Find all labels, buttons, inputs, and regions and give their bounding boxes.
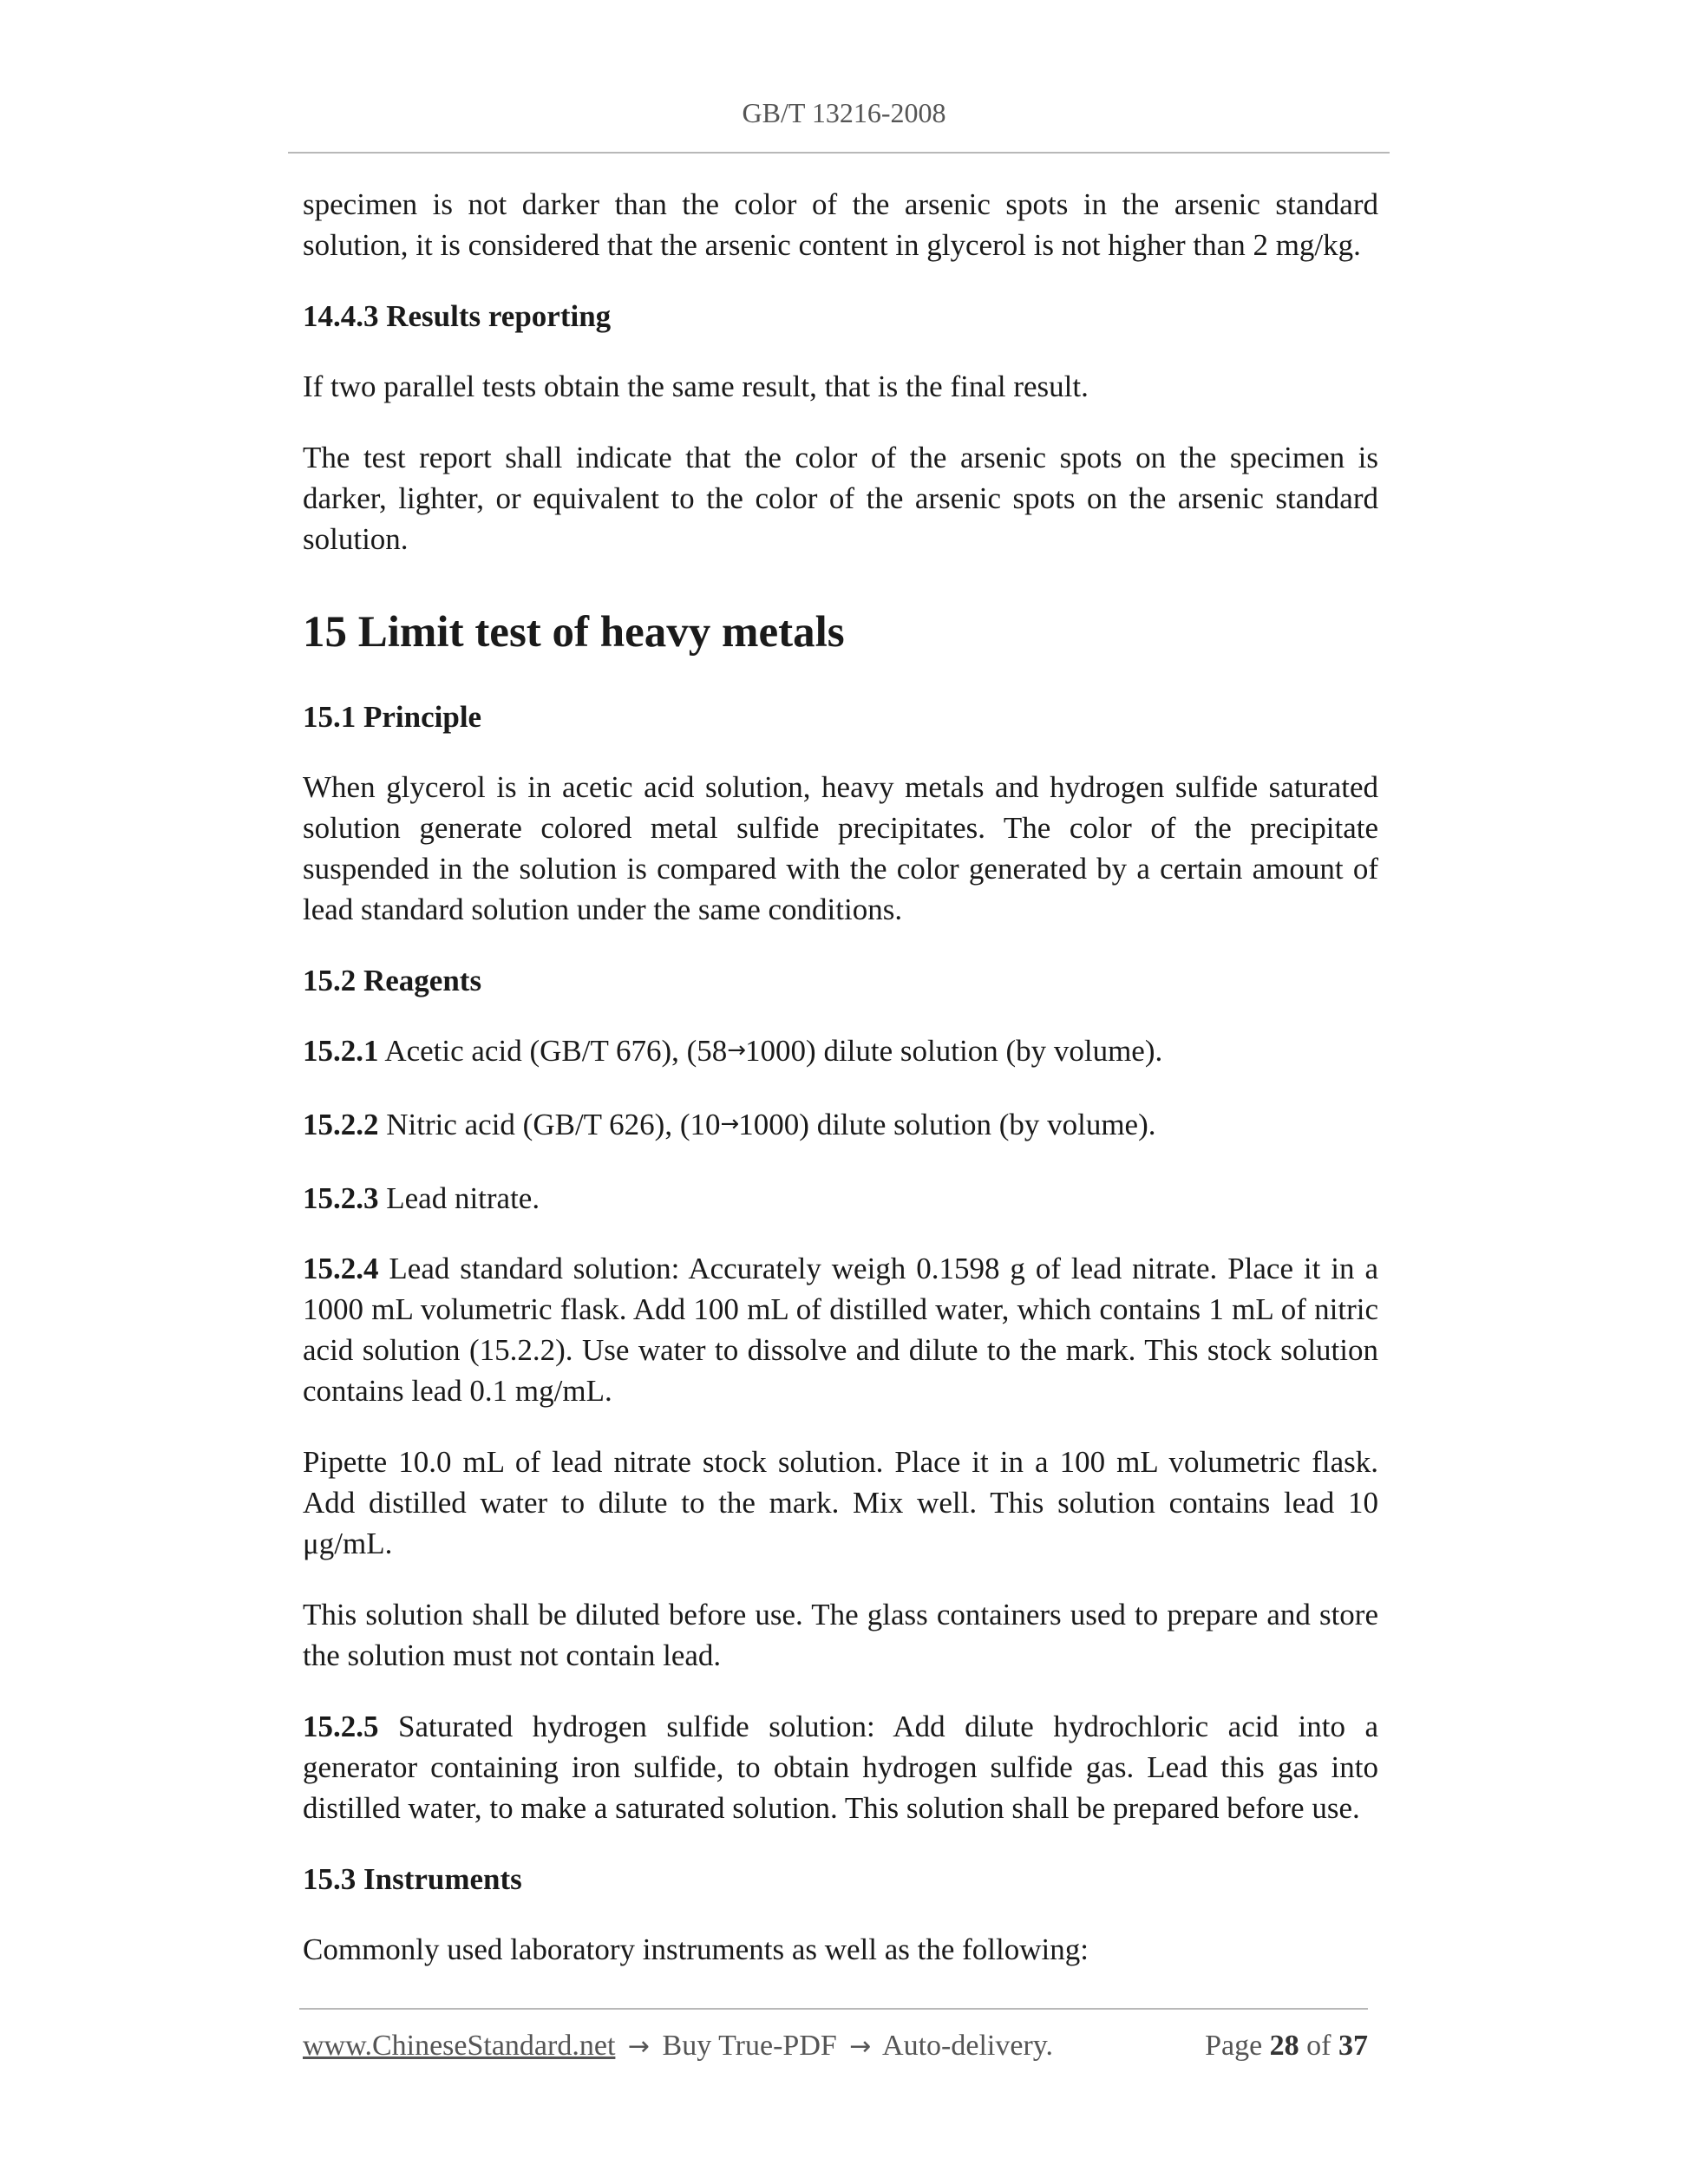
reagent-15-2-3 (303, 1178, 1378, 1219)
reagent-text: Lead nitrate. (378, 1181, 540, 1215)
heading-15-2: 15.2 Reagents (303, 964, 482, 997)
reagent-text: Saturated hydrogen sulfide solution: Add dilute hydrochloric acid into a generator containing iron sulfide, to obtain hydrogen sulfide gas. Lead this gas into distilled water, to make a saturated solution. This solution shall be prepared before use. (303, 1710, 1378, 1825)
intro-paragraph: specimen is not darker than the color of the arsenic spots in the arsenic standard solution, it is considered that the arsenic content in glycerol is not higher than 2 mg/kg. (303, 187, 1378, 262)
website-link[interactable]: www.ChineseStandard.net (303, 2030, 616, 2062)
reagent-text: Lead standard solution: Accurately weigh 0.1598 g of lead nitrate. Place it in a 1000 mL volumetric flask. Add 100 mL of distilled water, which contains 1 mL of nitric acid solution (15.2.2). Use water to dissolve and dilute to the mark. This stock solution contains lead 0.1 mg/mL. (303, 1252, 1378, 1408)
reagent-text-pre: Acetic acid (GB/T 676), (58 (378, 1034, 728, 1068)
footer-divider (299, 2008, 1368, 2010)
reagent-15-2-4 (303, 1248, 1378, 1411)
auto-delivery-text: Auto-delivery. (882, 2030, 1054, 2062)
page-number (1205, 2030, 1368, 2063)
clause-number: 15.2.1 (303, 1034, 379, 1068)
page-current: 28 (1269, 2030, 1299, 2062)
arrow-right-icon: → (849, 2031, 872, 2062)
clause-number: 15.2.5 (303, 1710, 379, 1743)
section-15-title: 15 Limit test of heavy metals (303, 608, 845, 657)
arrow-right-icon: → (627, 2031, 651, 2062)
clause-number: 15.2.4 (303, 1252, 379, 1285)
footer-promo (303, 2030, 1053, 2063)
header-divider (288, 152, 1390, 154)
heading-15-1: 15.1 Principle (303, 700, 482, 734)
reagent-text-post: 1000) dilute solution (by volume). (745, 1034, 1163, 1068)
buy-pdf-text: Buy True-PDF (662, 2030, 837, 2062)
heading-15-3: 15.3 Instruments (303, 1862, 522, 1896)
page-footer (303, 2030, 1368, 2071)
page-label: Page (1205, 2030, 1263, 2062)
ratio-arrow-icon: → (727, 1037, 746, 1063)
clause-number: 15.2.3 (303, 1181, 379, 1215)
reagent-15-2-1 (303, 1030, 1378, 1075)
reagent-15-2-2 (303, 1104, 1378, 1148)
ratio-arrow-icon: → (720, 1111, 739, 1137)
document-header-title: GB/T 13216-2008 (742, 97, 946, 128)
pipette-paragraph: Pipette 10.0 mL of lead nitrate stock solution. Place it in a 100 mL volumetric flask. Add distilled water to dilute to the mark. Mix well. This solution contains lead 10 μg/mL. (303, 1445, 1378, 1560)
reagent-text-post: 1000) dilute solution (by volume). (738, 1108, 1156, 1141)
page-total: 37 (1338, 2030, 1368, 2062)
principle-paragraph: When glycerol is in acetic acid solution, heavy metals and hydrogen sulfide saturated solution generate colored metal sulfide precipitates. The color of the precipitate suspended in the solution is compared with the color generated by a certain amount of lead standard solution under the same conditions. (303, 770, 1378, 926)
results-paragraph-2: The test report shall indicate that the color of the arsenic spots on the specimen is darker, lighter, or equivalent to the color of the arsenic spots on the arsenic standard solution. (303, 441, 1378, 556)
reagent-text-pre: Nitric acid (GB/T 626), (10 (378, 1108, 721, 1141)
clause-number: 15.2.2 (303, 1108, 379, 1141)
page-of-label: of (1306, 2030, 1331, 2062)
results-paragraph-1: If two parallel tests obtain the same result, that is the final result. (303, 369, 1089, 403)
dilution-note-paragraph: This solution shall be diluted before use. The glass containers used to prepare and store the solution must not contain lead. (303, 1598, 1378, 1672)
instruments-paragraph: Commonly used laboratory instruments as well as the following: (303, 1932, 1089, 1966)
reagent-15-2-5 (303, 1706, 1378, 1828)
page-body (303, 184, 1378, 2000)
heading-14-4-3: 14.4.3 Results reporting (303, 299, 612, 333)
